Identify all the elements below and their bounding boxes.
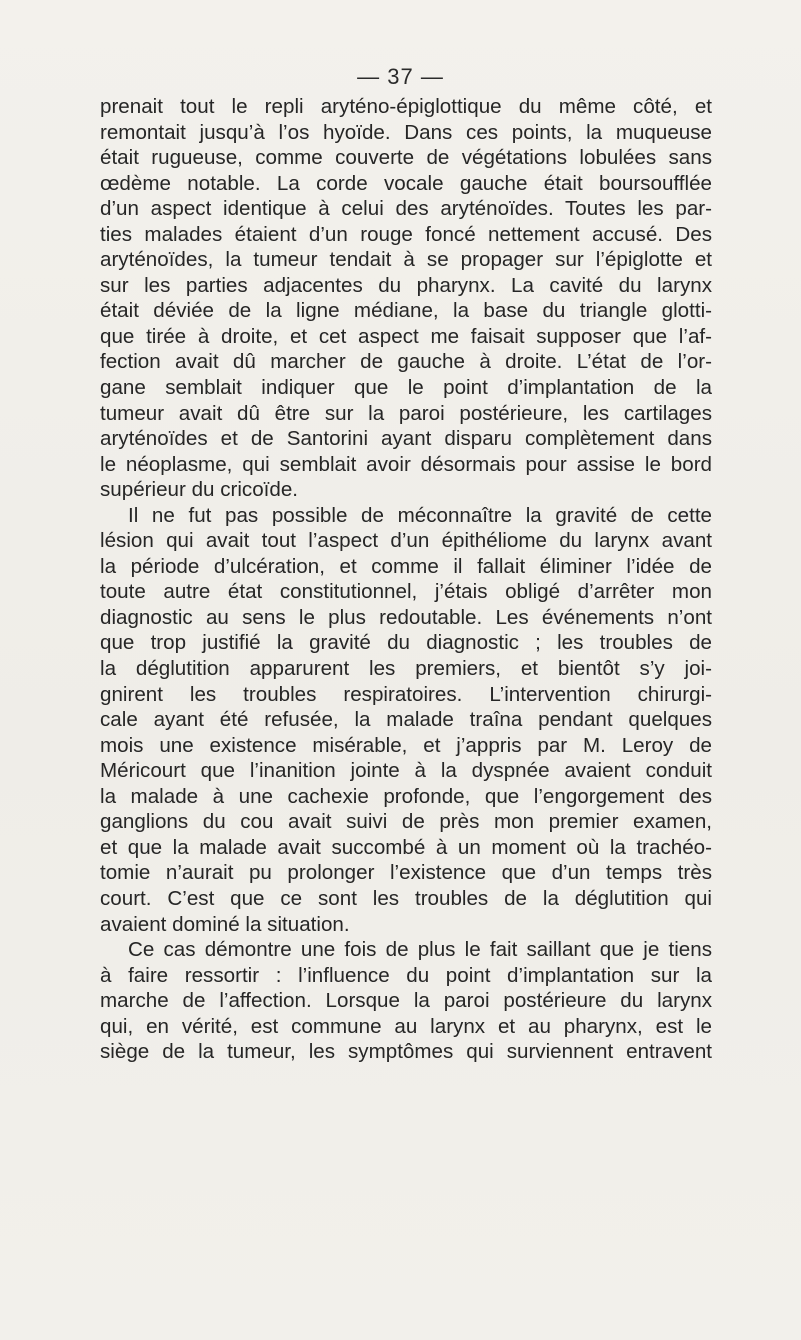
text-line: et que la malade avait succombé à un moment où la trachéo- (100, 835, 712, 859)
text-line: était déviée de la ligne médiane, la base du triangle glotti- (100, 299, 712, 323)
text-line: fection avait dû marcher de gauche à droite. L’état de l’or- (100, 350, 712, 374)
body-text (100, 94, 712, 1065)
text-line: ganglions du cou avait suivi de près mon premier examen, (100, 810, 712, 834)
text-line: Ce cas démontre une fois de plus le fait saillant que je tiens (128, 938, 712, 962)
text-line: lésion qui avait tout l’aspect d’un épithéliome du larynx avant (100, 529, 712, 553)
text-line: la malade à une cachexie profonde, que l’engorgement des (100, 784, 712, 808)
text-line: prenait tout le repli aryténo-épiglottique du même côté, et (100, 95, 712, 118)
text-line: gnirent les troubles respiratoires. L’intervention chirurgi- (100, 682, 712, 706)
text-line: remontait jusqu’à l’os hyoïde. Dans ces points, la muqueuse (100, 120, 712, 144)
text-line: ties malades étaient d’un rouge foncé nettement accusé. Des (100, 222, 712, 246)
text-line: la déglutition apparurent les premiers, et bientôt s’y joi- (100, 657, 712, 681)
text-line: d’un aspect identique à celui des aryténoïdes. Toutes les par- (100, 197, 712, 221)
text-line: mois une existence misérable, et j’appris par M. Leroy de (100, 733, 712, 757)
text-line: court. C’est que ce sont les troubles de la déglutition qui (100, 886, 712, 910)
text-line: avaient dominé la situation. (100, 912, 350, 936)
text-line: cale ayant été refusée, la malade traîna pendant quelques (100, 708, 712, 732)
text-line: Il ne fut pas possible de méconnaître la gravité de cette (128, 503, 712, 527)
text-line: que tirée à droite, et cet aspect me faisait supposer que l’af- (100, 324, 712, 348)
text-line: toute autre état constitutionnel, j’étais obligé d’arrêter mon (100, 580, 712, 604)
text-line: la période d’ulcération, et comme il fallait éliminer l’idée de (100, 554, 712, 578)
text-line: tumeur avait dû être sur la paroi postérieure, les cartilages (100, 401, 712, 425)
text-line: siège de la tumeur, les symptômes qui surviennent entravent (100, 1040, 712, 1064)
text-line: supérieur du cricoïde. (100, 478, 299, 502)
text-line: Méricourt que l’inanition jointe à la dyspnée avaient conduit (100, 759, 712, 783)
text-line: sur les parties adjacentes du pharynx. La cavité du larynx (100, 273, 712, 297)
text-line: œdème notable. La corde vocale gauche était boursoufflée (100, 171, 712, 195)
text-line: le néoplasme, qui semblait avoir désormais pour assise le bord (100, 452, 712, 476)
text-line: à faire ressortir : l’influence du point d’implantation sur la (100, 963, 712, 987)
paragraph (100, 937, 712, 1065)
text-line: aryténoïdes, la tumeur tendait à se propager sur l’épiglotte et (100, 248, 712, 272)
text-line: était rugueuse, comme couverte de végétations lobulées sans (100, 146, 712, 170)
text-line: diagnostic au sens le plus redoutable. Les événements n’ont (100, 605, 712, 629)
text-line: que trop justifié la gravité du diagnostic ; les troubles de (100, 631, 712, 655)
text-line: marche de l’affection. Lorsque la paroi postérieure du larynx (100, 989, 712, 1013)
text-line: qui, en vérité, est commune au larynx et au pharynx, est le (100, 1014, 712, 1038)
paragraph (100, 94, 712, 503)
paragraph (100, 503, 712, 937)
text-line: gane semblait indiquer que le point d’implantation de la (100, 376, 712, 400)
text-line: aryténoïdes et de Santorini ayant disparu complètement dans (100, 427, 712, 451)
text-line: tomie n’aurait pu prolonger l’existence que d’un temps très (100, 861, 712, 885)
page-number: — 37 — (357, 64, 444, 89)
